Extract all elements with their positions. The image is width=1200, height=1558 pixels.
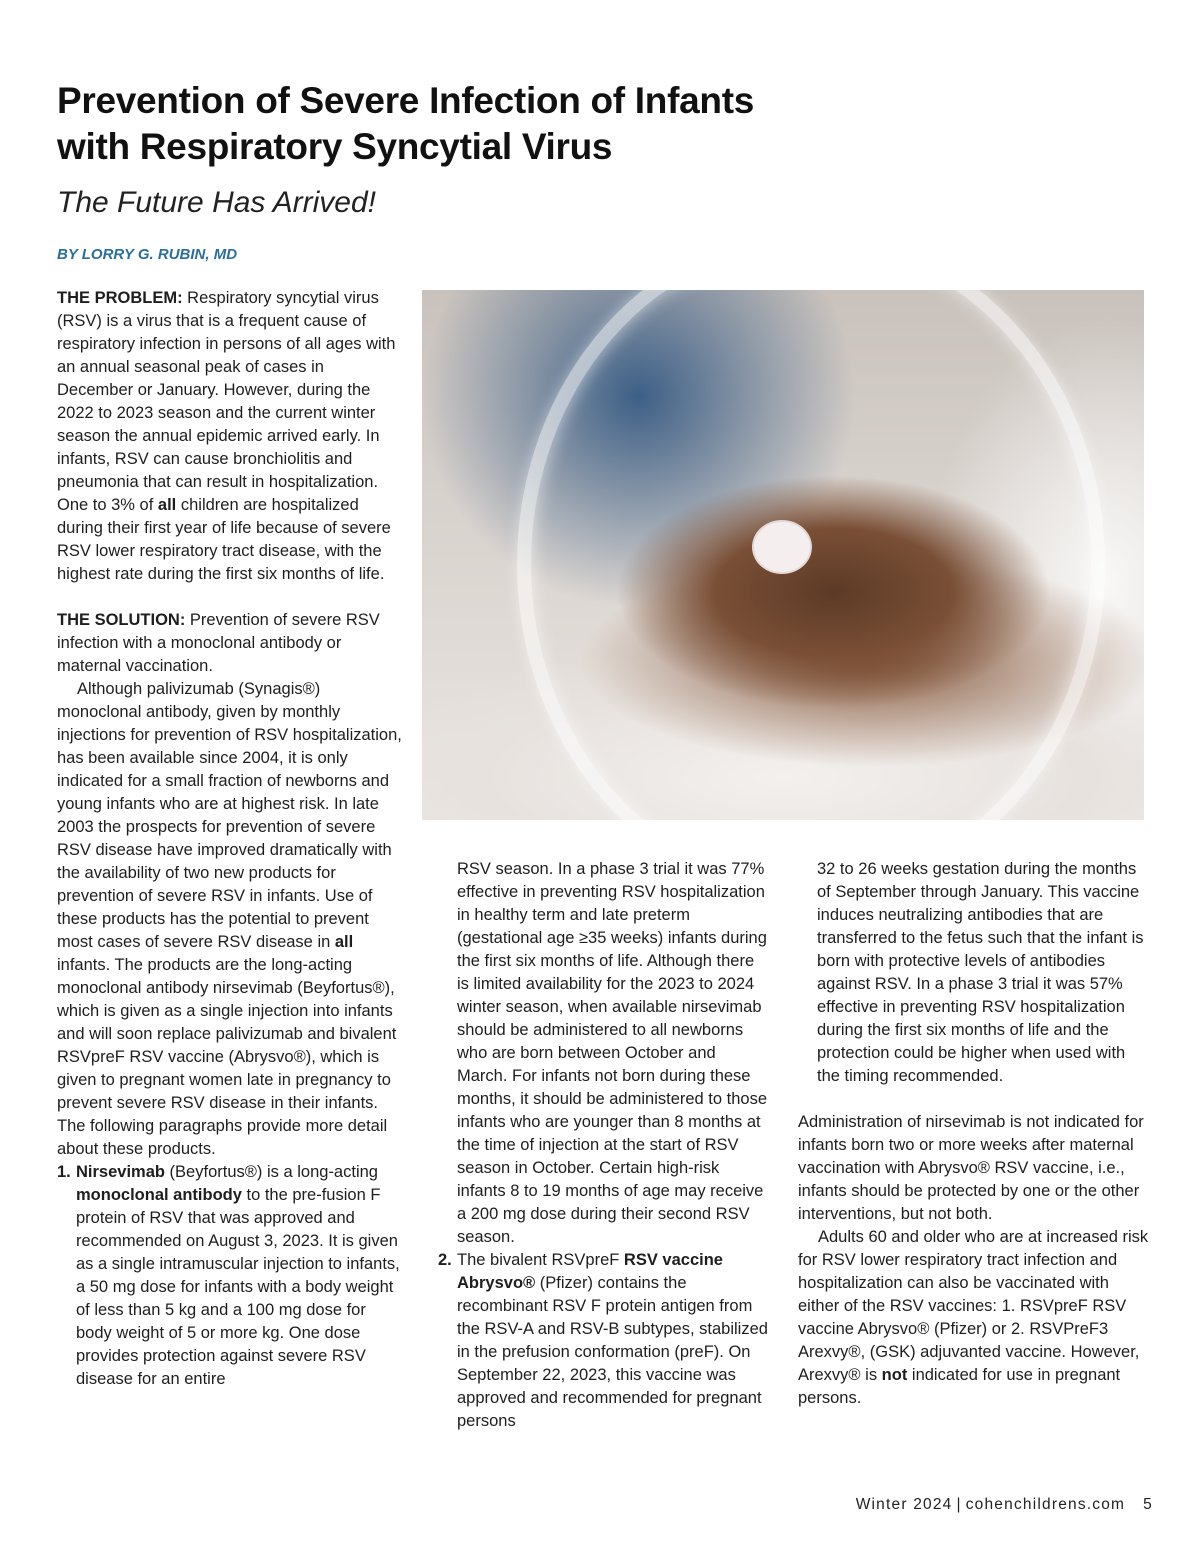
footer-issue: Winter 2024 (855, 1496, 953, 1513)
list-item-1-text-b: to the pre-fusion F protein of RSV that was approved and recommended on August 3, 2023. It is given as a single intramuscular injection to infants, a 50 mg dose for infants with a body weight of less than 5 kg and a 100 mg dose for body weight of 5 or more kg. One dose provides protection against severe RSV disease for an entire (76, 1186, 400, 1388)
adults-paragraph (798, 1226, 1150, 1410)
footer-site-link[interactable]: cohenchildrens.com (965, 1496, 1126, 1513)
article-title (57, 78, 857, 170)
column-1 (57, 287, 402, 1391)
products-paragraph (57, 678, 402, 1161)
column-3 (798, 858, 1150, 1410)
chest-sensor (752, 520, 812, 574)
list-item-1-text-a: (Beyfortus®) is a long-acting (164, 1163, 378, 1181)
list-item-2-number: 2. (438, 1251, 452, 1269)
problem-bold: all (157, 496, 177, 514)
adults-text-a: Adults 60 and older who are at increased risk for RSV lower respiratory tract infection and hospitalization can also be vaccinated with either of the RSV vaccines: 1. RSVpreF RSV vaccine Abrysvo® (Pfizer) or 2. RSVPreF3 Arexvy®, (GSK) adjuvanted vaccine. However, Arexvy® is (798, 1228, 1149, 1384)
problem-paragraph (57, 287, 402, 586)
incubator-porthole (517, 290, 1105, 820)
problem-label: THE PROBLEM: (57, 289, 183, 307)
problem-text-a: Respiratory syncytial virus (RSV) is a virus that is a frequent cause of respiratory infection in persons of all ages with an annual seasonal peak of cases in December or January. However, during the 2022 to 2023 season and the current winter season the annual epidemic arrived early. In infants, RSV can cause bronchiolitis and pneumonia that can result in hospitalization. One to 3% of (57, 289, 396, 514)
page-number: 5 (1143, 1496, 1153, 1513)
paragraph-gap (798, 1088, 1150, 1111)
list-item-2-bold: RSV vaccine Abrysvo® (457, 1251, 723, 1292)
list-item-1-number: 1. (57, 1163, 71, 1181)
products-text-b: infants. The products are the long-acting monoclonal antibody nirsevimab (Beyfortus®), which is given as a single injection into infants and will soon replace palivizumab and bivalent RSVpreF RSV vaccine (Abrysvo®), which is given to pregnant women late in pregnancy to prevent severe RSV disease in their infants. The following paragraphs provide more detail about these products. (57, 956, 397, 1158)
solution-paragraph (57, 609, 402, 678)
page-footer (823, 1496, 1153, 1514)
byline: BY LORRY G. RUBIN, MD (57, 246, 238, 263)
solution-text: Prevention of severe RSV infection with a monoclonal antibody or maternal vaccination. (57, 611, 380, 675)
list-item-1-name: Nirsevimab (76, 1163, 165, 1181)
infant-incubator-photo (422, 290, 1144, 820)
list-item-2-continued: 32 to 26 weeks gestation during the months of September through January. This vaccine induces neutralizing antibodies that are transferred to the fetus such that the infant is born with protective levels of antibodies against RSV. In a phase 3 trial it was 57% effective in preventing RSV hospitalization during the first six months of life and the protection could be higher when used with the timing recommended. (817, 860, 1144, 1085)
article-title-line1: Prevention of Severe Infection of Infants (57, 80, 754, 121)
products-bold: all (334, 933, 354, 951)
problem-text-b: children are hospitalized during their first year of life because of severe RSV lower respiratory tract disease, with the highest rate during the first six months of life. (57, 496, 391, 583)
adults-bold: not (881, 1366, 908, 1384)
solution-label: THE SOLUTION: (57, 611, 186, 629)
products-text-a: Although palivizumab (Synagis®) monoclonal antibody, given by monthly injections for prevention of RSV hospitalization, has been available since 2004, it is only indicated for a small fraction of newborns and young infants who are at highest risk. In late 2003 the prospects for prevention of severe RSV disease have improved dramatically with the availability of two new products for prevention of severe RSV in infants. Use of these products has the potential to prevent most cases of severe RSV disease in (57, 680, 402, 951)
article-title-line2: with Respiratory Syncytial Virus (57, 126, 613, 167)
list-item-2-text-b: (Pfizer) contains the recombinant RSV F protein antigen from the RSV-A and RSV-B subtypes, stabilized in the prefusion conformation (preF). On September 22, 2023, this vaccine was approved and recommended for pregnant persons (457, 1274, 768, 1430)
column-2 (438, 858, 768, 1433)
list-item-1-continued: RSV season. In a phase 3 trial it was 77% effective in preventing RSV hospitalization in healthy term and late preterm (gestational age ≥35 weeks) infants during the first six months of life. Although there is limited availability for the 2023 to 2024 winter season, when available nirsevimab should be administered to all newborns who are born between October and March. For infants not born during these months, it should be administered to those infants who are younger than 8 months at the time of injection at the start of RSV season in October. Certain high-risk infants 8 to 19 months of age may receive a 200 mg dose during their second RSV season. (457, 860, 768, 1246)
footer-separator: | (956, 1496, 962, 1513)
list-item-1-bold: monoclonal antibody (76, 1186, 242, 1204)
list-item-1 (57, 1161, 402, 1391)
administration-paragraph: Administration of nirsevimab is not indicated for infants born two or more weeks after maternal vaccination with Abrysvo® RSV vaccine, i.e., infants should be protected by one or the other interventions, but not both. (798, 1113, 1144, 1223)
list-item-2 (438, 1249, 768, 1433)
paragraph-gap (57, 586, 402, 609)
adults-text-b: indicated for use in pregnant persons. (798, 1366, 1121, 1407)
article-subtitle: The Future Has Arrived! (57, 186, 376, 219)
list-item-2-text-a: The bivalent RSVpreF (457, 1251, 624, 1269)
